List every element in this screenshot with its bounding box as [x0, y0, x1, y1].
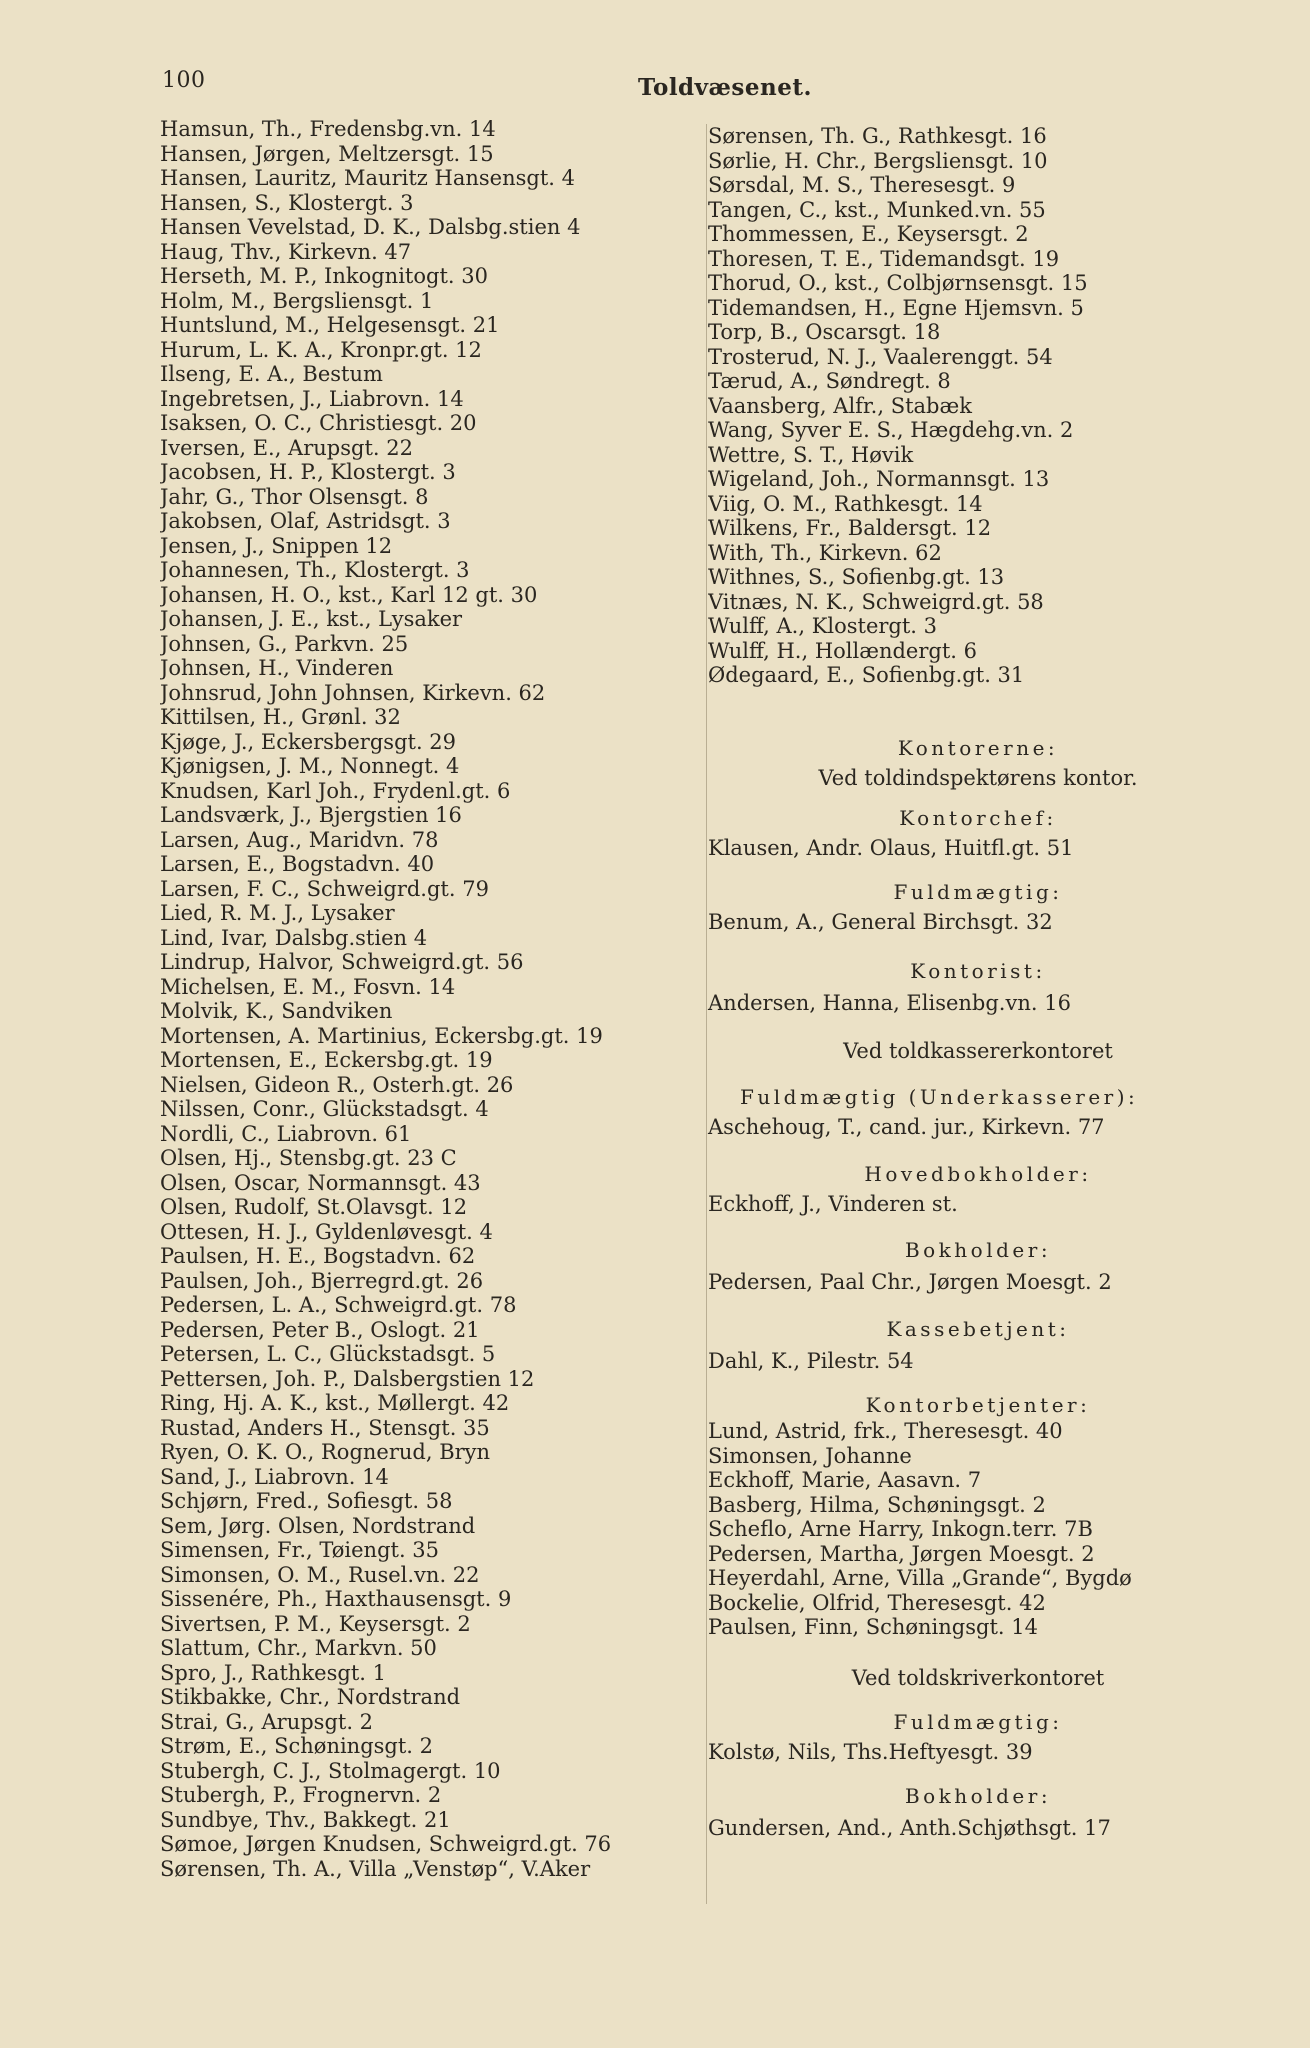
list-item: Hansen, S., Klostergt. 3 [160, 190, 414, 215]
list-item: Johansen, H. O., kst., Karl 12 gt. 30 [160, 582, 538, 607]
kontorist-heading: Kontorist: [910, 958, 1046, 983]
list-item: Johnsrud, John Johnsen, Kirkevn. 62 [160, 680, 546, 705]
list-item: Simonsen, O. M., Rusel.vn. 22 [160, 1562, 480, 1587]
bokholder-entry: Pedersen, Paal Chr., Jørgen Moesgt. 2 [708, 1270, 1112, 1294]
kontorist-entry: Andersen, Hanna, Elisenbg.vn. 16 [708, 990, 1071, 1015]
list-item: Rustad, Anders H., Stensgt. 35 [160, 1415, 490, 1440]
list-item: Knudsen, Karl Joh., Frydenl.gt. 6 [160, 778, 511, 803]
list-item: Vitnæs, N. K., Schweigrd.gt. 58 [708, 589, 1044, 614]
list-item: Stikbakke, Chr., Nordstrand [160, 1685, 461, 1709]
bokholder-2-entry: Gundersen, And., Anth.Schjøthsgt. 17 [708, 1816, 1111, 1840]
column-divider [706, 124, 707, 1904]
list-item: Nilssen, Conr., Glückstadsgt. 4 [160, 1097, 489, 1121]
list-item: Simonsen, Johanne [708, 1443, 912, 1468]
list-item: Sissenére, Ph., Haxthausensgt. 9 [160, 1587, 512, 1611]
list-item: Thommessen, E., Keysersgt. 2 [708, 222, 1029, 246]
list-item: Lund, Astrid, frk., Theresesgt. 40 [708, 1419, 1063, 1443]
kontorchef-entry: Klausen, Andr. Olaus, Huitfl.gt. 51 [708, 835, 1074, 860]
list-item: Paulsen, Joh., Bjerregrd.gt. 26 [160, 1268, 484, 1293]
list-item: Pettersen, Joh. P., Dalsbergstien 12 [160, 1366, 535, 1391]
list-item: Tærud, A., Søndregt. 8 [708, 369, 951, 393]
list-item: Schjørn, Fred., Sofiesgt. 58 [160, 1489, 453, 1513]
page-title: Toldvæsenet. [638, 74, 812, 101]
list-item: Sørsdal, M. S., Theresesgt. 9 [708, 173, 1016, 197]
list-item: Kjøge, J., Eckersbergsgt. 29 [160, 729, 457, 754]
list-item: Sivertsen, P. M., Keysersgt. 2 [160, 1611, 471, 1636]
list-item: Haug, Thv., Kirkevn. 47 [160, 239, 412, 264]
list-item: Sømoe, Jørgen Knudsen, Schweigrd.gt. 76 [160, 1832, 612, 1856]
list-item: Johnsen, H., Vinderen [160, 656, 394, 680]
list-item: Wettre, S. T., Høvik [708, 442, 914, 467]
list-item: Jacobsen, H. P., Klostergt. 3 [160, 460, 456, 484]
list-item: Hamsun, Th., Fredensbg.vn. 14 [160, 117, 496, 141]
list-item: Hansen, Lauritz, Mauritz Hansensgt. 4 [160, 166, 575, 190]
list-item: Trosterud, N. J., Vaalerenggt. 54 [708, 344, 1053, 369]
list-item: Pedersen, L. A., Schweigrd.gt. 78 [160, 1293, 517, 1317]
list-item: Spro, J., Rathkesgt. 1 [160, 1660, 386, 1685]
list-item: Jakobsen, Olaf, Astridsgt. 3 [160, 509, 451, 533]
list-item: Nordli, C., Liabrovn. 61 [160, 1121, 412, 1146]
list-item: Larsen, E., Bogstadvn. 40 [160, 852, 435, 876]
offices-section [708, 736, 1248, 1841]
hovedbokholder-heading: Hovedbokholder: [864, 1161, 1092, 1186]
list-item: Isaksen, O. C., Christiesgt. 20 [160, 411, 477, 435]
kassebetjent-entry: Dahl, K., Pilestr. 54 [708, 1348, 914, 1373]
list-item: Larsen, Aug., Maridvn. 78 [160, 827, 439, 852]
list-item: Lied, R. M. J., Lysaker [160, 901, 395, 925]
list-item: Basberg, Hilma, Schøningsgt. 2 [708, 1492, 1046, 1517]
list-item: Stubergh, P., Frognervn. 2 [160, 1783, 442, 1807]
underkasserer-entry: Aschehoug, T., cand. jur., Kirkevn. 77 [708, 1115, 1105, 1139]
list-item: Sand, J., Liabrovn. 14 [160, 1464, 389, 1489]
list-item: Lindrup, Halvor, Schweigrd.gt. 56 [160, 950, 524, 974]
list-item: Holm, M., Bergsliensgt. 1 [160, 288, 434, 313]
page-number: 100 [162, 68, 206, 93]
list-item: Bockelie, Olfrid, Theresesgt. 42 [708, 1590, 1046, 1615]
kontorerne-heading: Kontorerne: [897, 735, 1059, 760]
bokholder-heading: Bokholder: [904, 1238, 1052, 1262]
list-item: Johnsen, G., Parkvn. 25 [160, 631, 409, 656]
list-item: Larsen, F. C., Schweigrd.gt. 79 [160, 876, 489, 901]
toldskriver-subheading: Ved toldskriverkontoret [851, 1665, 1105, 1690]
list-item: Sørensen, Th. G., Rathkesgt. 16 [708, 124, 1047, 148]
fuldmaegtig-2-entry: Kolstø, Nils, Ths.Heftyesgt. 39 [708, 1739, 1033, 1764]
list-item: Wigeland, Joh., Normannsgt. 13 [708, 467, 1050, 491]
bokholder-2-heading: Bokholder: [904, 1784, 1052, 1808]
list-item: Pedersen, Martha, Jørgen Moesgt. 2 [708, 1541, 1095, 1566]
fuldmaegtig-entry: Benum, A., General Birchsgt. 32 [708, 910, 1053, 934]
fuldmaegtig-2-heading: Fuldmægtig: [893, 1709, 1063, 1734]
kassebetjent-heading: Kassebetjent: [886, 1316, 1070, 1341]
list-item: Iversen, E., Arupsgt. 22 [160, 435, 413, 460]
list-item: Hansen Vevelstad, D. K., Dalsbg.stien 4 [160, 215, 581, 239]
list-item: Wulff, A., Klostergt. 3 [708, 614, 938, 638]
list-item: Johannesen, Th., Klostergt. 3 [160, 558, 470, 582]
list-item: Strai, G., Arupsgt. 2 [160, 1709, 374, 1734]
list-item: Molvik, K., Sandviken [160, 999, 393, 1023]
list-item: Slattum, Chr., Markvn. 50 [160, 1636, 437, 1660]
kontorbetjenter-list [708, 1419, 1248, 1640]
list-item: Vaansberg, Alfr., Stabæk [708, 393, 972, 418]
list-item: Ottesen, H. J., Gyldenløvesgt. 4 [160, 1219, 493, 1244]
list-item: Wilkens, Fr., Baldersgt. 12 [708, 516, 992, 540]
list-item: Olsen, Oscar, Normannsgt. 43 [160, 1170, 481, 1195]
list-item: Landsværk, J., Bjergstien 16 [160, 803, 462, 827]
kontorchef-heading: Kontorchef: [899, 805, 1057, 830]
list-item: Olsen, Hj., Stensbg.gt. 23 C [160, 1146, 457, 1170]
list-item: Wulff, H., Hollændergt. 6 [708, 638, 977, 663]
list-item: Ødegaard, E., Sofienbg.gt. 31 [708, 663, 1025, 687]
list-item: Nielsen, Gideon R., Osterh.gt. 26 [160, 1072, 514, 1097]
right-column [708, 124, 1248, 1841]
list-item: Ingebretsen, J., Liabrovn. 14 [160, 386, 464, 411]
list-item: Sørlie, H. Chr., Bergsliensgt. 10 [708, 148, 1048, 173]
list-item: Johansen, J. E., kst., Lysaker [160, 607, 463, 631]
list-item: Olsen, Rudolf, St.Olavsgt. 12 [160, 1195, 468, 1219]
list-item: Paulsen, H. E., Bogstadvn. 62 [160, 1244, 476, 1268]
hovedbokholder-entry: Eckhoff, J., Vinderen st. [708, 1191, 958, 1216]
list-item: Sundbye, Thv., Bakkegt. 21 [160, 1807, 451, 1832]
list-item: Ilseng, E. A., Bestum [160, 362, 383, 386]
list-item: Ring, Hj. A. K., kst., Møllergt. 42 [160, 1391, 510, 1415]
list-item: Withnes, S., Sofienbg.gt. 13 [708, 565, 1005, 589]
list-item: Stubergh, C. J., Stolmagergt. 10 [160, 1758, 501, 1783]
list-item: Torp, B., Oscarsgt. 18 [708, 320, 941, 344]
list-item: Ryen, O. K. O., Rognerud, Bryn [160, 1440, 491, 1464]
list-item: Heyerdahl, Arne, Villa „Grande“, Bygdø [708, 1566, 1132, 1590]
left-column-list [160, 117, 705, 1881]
list-item: Sørensen, Th. A., Villa „Venstøp“, V.Aker [160, 1856, 591, 1881]
list-item: Thoresen, T. E., Tidemandsgt. 19 [708, 246, 1060, 271]
list-item: Pedersen, Peter B., Oslogt. 21 [160, 1317, 480, 1342]
list-item: Lind, Ivar, Dalsbg.stien 4 [160, 925, 428, 950]
list-item: Hansen, Jørgen, Meltzersgt. 15 [160, 141, 494, 166]
list-item: Mortensen, A. Martinius, Eckersbg.gt. 19 [160, 1023, 603, 1048]
underkasserer-heading: Fuldmægtig (Underkasserer): [740, 1085, 1139, 1109]
list-item: Eckhoff, Marie, Aasavn. 7 [708, 1468, 982, 1492]
list-item: Herseth, M. P., Inkognitogt. 30 [160, 264, 488, 288]
list-item: Scheflo, Arne Harry, Inkogn.terr. 7B [708, 1517, 1093, 1541]
list-item: Tidemandsen, H., Egne Hjemsvn. 5 [708, 295, 1084, 320]
list-item: Hurum, L. K. A., Kronpr.gt. 12 [160, 337, 482, 362]
list-item: Kjønigsen, J. M., Nonnegt. 4 [160, 754, 460, 778]
list-item: With, Th., Kirkevn. 62 [708, 540, 942, 565]
list-item: Sem, Jørg. Olsen, Nordstrand [160, 1513, 476, 1538]
list-item: Petersen, L. C., Glückstadsgt. 5 [160, 1342, 496, 1366]
toldkasserer-subheading: Ved toldkassererkontoret [843, 1039, 1113, 1063]
list-item: Huntslund, M., Helgesensgt. 21 [160, 313, 500, 337]
list-item: Simensen, Fr., Tøiengt. 35 [160, 1538, 440, 1562]
list-item: Kittilsen, H., Grønl. 32 [160, 705, 401, 729]
list-item: Wang, Syver E. S., Hægdehg.vn. 2 [708, 418, 1074, 442]
toldindspektor-subheading: Ved toldindspektørens kontor. [818, 765, 1138, 790]
list-item: Jahr, G., Thor Olsensgt. 8 [160, 484, 429, 509]
list-item: Mortensen, E., Eckersbg.gt. 19 [160, 1048, 493, 1072]
list-item: Viig, O. M., Rathkesgt. 14 [708, 491, 983, 516]
list-item: Jensen, J., Snippen 12 [160, 533, 393, 558]
list-item: Paulsen, Finn, Schøningsgt. 14 [708, 1615, 1038, 1639]
list-item: Thorud, O., kst., Colbjørnsensgt. 15 [708, 271, 1088, 295]
list-item: Strøm, E., Schøningsgt. 2 [160, 1734, 434, 1758]
list-item: Michelsen, E. M., Fosvn. 14 [160, 974, 456, 999]
fuldmaegtig-heading: Fuldmægtig: [893, 880, 1063, 904]
kontorbetjenter-heading: Kontorbetjenter: [865, 1393, 1091, 1417]
list-item: Tangen, C., kst., Munked.vn. 55 [708, 197, 1046, 222]
right-column-list [708, 124, 1248, 688]
